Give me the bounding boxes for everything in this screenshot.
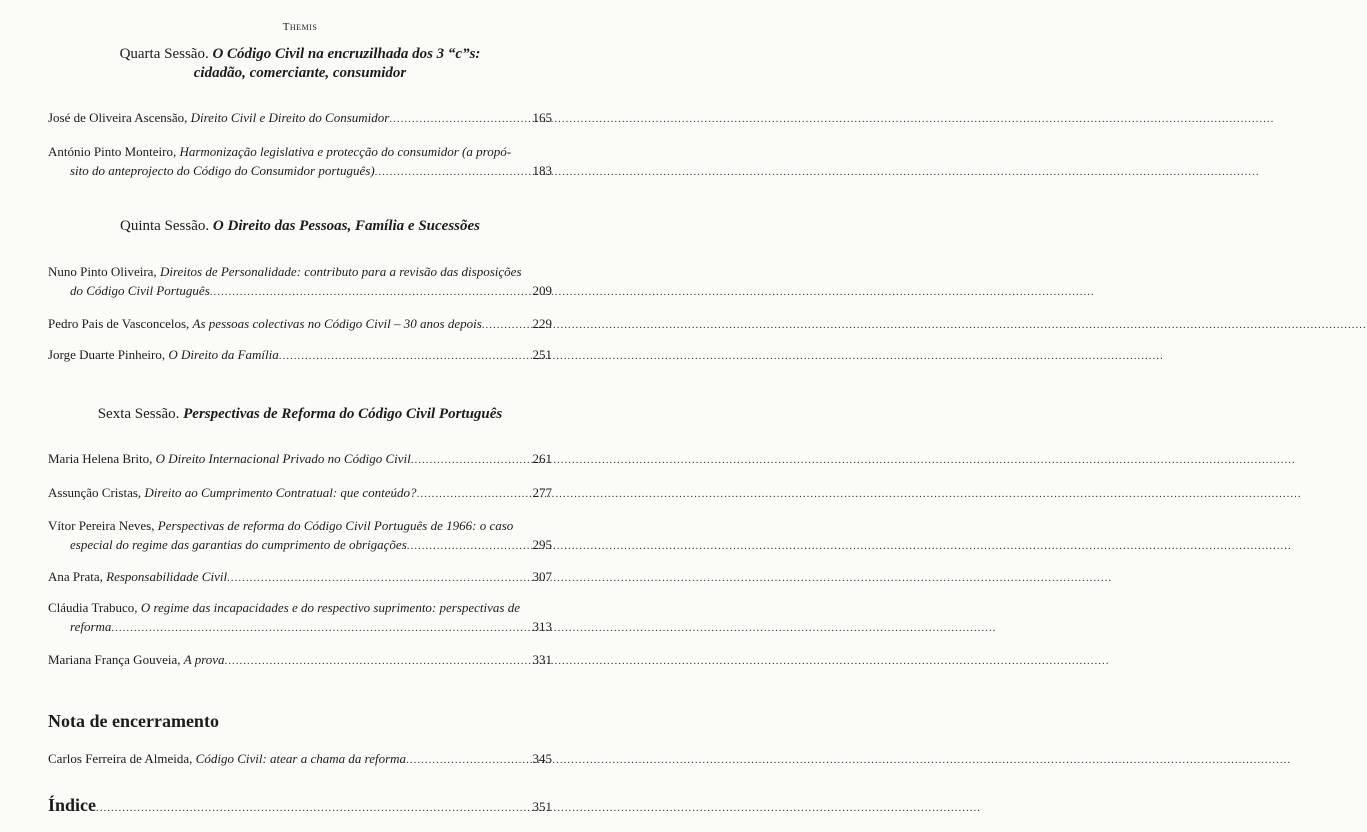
- session-label: Quarta Sessão.: [119, 46, 209, 62]
- entry-page: 261: [532, 451, 552, 466]
- index-entry[interactable]: [48, 795, 552, 816]
- toc-entry[interactable]: [48, 598, 552, 638]
- toc-entry[interactable]: [48, 449, 552, 470]
- toc-entry[interactable]: [48, 314, 552, 335]
- session-label: Sexta Sessão.: [97, 406, 180, 422]
- index-page: 351: [532, 799, 552, 814]
- entry-author: Mariana França Gouveia,: [48, 652, 181, 667]
- toc-entry[interactable]: [48, 108, 552, 129]
- toc-entry[interactable]: [48, 262, 552, 302]
- leader-dots: [96, 798, 514, 816]
- entry-work-cont: reforma: [70, 619, 112, 634]
- entry-work-cont: do Código Civil Português: [70, 283, 210, 298]
- entry-page: 251: [532, 347, 552, 362]
- session-title: Perspectivas de Reforma do Código Civil Português: [183, 406, 503, 422]
- toc-entry[interactable]: [48, 567, 552, 588]
- entry-work: Direito Civil e Direito do Consumidor: [190, 110, 390, 125]
- entry-work-cont: sito do anteprojecto do Código do Consumidor português): [70, 163, 375, 178]
- entry-author: Ana Prata,: [48, 569, 103, 584]
- entry-work: O Direito Internacional Privado no Código Civil: [155, 451, 411, 466]
- leader-dots: [407, 535, 514, 556]
- entry-author: Carlos Ferreira de Almeida,: [48, 751, 193, 766]
- toc-entry[interactable]: [48, 749, 552, 770]
- entry-page: 313: [532, 619, 552, 634]
- toc-entry[interactable]: [48, 516, 552, 556]
- entry-work: Direitos de Personalidade: contributo para a revisão das disposições: [159, 264, 522, 279]
- toc-entry[interactable]: [48, 345, 552, 366]
- entry-author: Vítor Pereira Neves,: [48, 518, 155, 533]
- leader-dots: [389, 108, 514, 129]
- entry-author: António Pinto Monteiro,: [48, 144, 177, 159]
- leader-dots: [279, 345, 514, 366]
- entry-work: A prova: [183, 652, 225, 667]
- toc-entry[interactable]: [48, 483, 552, 504]
- session-title: O Direito das Pessoas, Família e Sucessões: [212, 218, 480, 234]
- leader-dots: [210, 281, 514, 302]
- entry-page: 307: [532, 569, 552, 584]
- entry-work: As pessoas colectivas no Código Civil – 30 anos depois: [192, 316, 482, 331]
- entry-work-cont: especial do regime das garantias do cumprimento de obrigações: [70, 537, 407, 552]
- entry-page: 345: [532, 751, 552, 766]
- session-5-heading: [48, 217, 552, 236]
- entry-work: O regime das incapacidades e do respectivo suprimento: perspectivas de: [140, 600, 521, 615]
- entry-author: Cláudia Trabuco,: [48, 600, 138, 615]
- running-header: Themis: [282, 21, 318, 33]
- leader-dots: [375, 161, 514, 182]
- leader-dots: [406, 749, 514, 770]
- entry-page: 229: [532, 316, 552, 331]
- leader-dots: [417, 483, 514, 504]
- session-title-line2: cidadão, comerciante, consumidor: [193, 65, 407, 81]
- leader-dots: [411, 449, 514, 470]
- entry-author: Jorge Duarte Pinheiro,: [48, 347, 166, 362]
- session-4-heading: [48, 45, 552, 83]
- leader-dots: [482, 314, 514, 335]
- toc-entry[interactable]: [48, 650, 552, 671]
- entry-work: O Direito da Família: [168, 347, 279, 362]
- entry-work: Perspectivas de reforma do Código Civil Português de 1966: o caso: [157, 518, 514, 533]
- entry-work: Código Civil: atear a chama da reforma: [195, 751, 407, 766]
- entry-author: Assunção Cristas,: [48, 485, 142, 500]
- entry-page: 331: [532, 652, 552, 667]
- leader-dots: [227, 567, 514, 588]
- entry-work: Direito ao Cumprimento Contratual: que conteúdo?: [144, 485, 417, 500]
- session-label: Quinta Sessão.: [119, 218, 210, 234]
- session-6-heading: [48, 405, 552, 424]
- toc-entry[interactable]: [48, 142, 552, 182]
- closing-heading: Nota de encerramento: [48, 711, 219, 731]
- leader-dots: [111, 617, 514, 638]
- entry-work: Responsabilidade Civil: [106, 569, 228, 584]
- entry-work: Harmonização legislativa e protecção do consumidor (a propó-: [179, 144, 512, 159]
- entry-author: Nuno Pinto Oliveira,: [48, 264, 157, 279]
- entry-author: Maria Helena Brito,: [48, 451, 153, 466]
- entry-page: 295: [532, 537, 552, 552]
- index-title: Índice: [48, 795, 97, 815]
- leader-dots: [225, 650, 514, 671]
- entry-page: 165: [532, 110, 552, 125]
- session-title: O Código Civil na encruzilhada dos 3 “c”s:: [212, 46, 481, 62]
- entry-author: José de Oliveira Ascensão,: [48, 110, 188, 125]
- entry-page: 209: [532, 283, 552, 298]
- entry-page: 183: [532, 163, 552, 178]
- entry-page: 277: [532, 485, 552, 500]
- entry-author: Pedro Pais de Vasconcelos,: [48, 316, 190, 331]
